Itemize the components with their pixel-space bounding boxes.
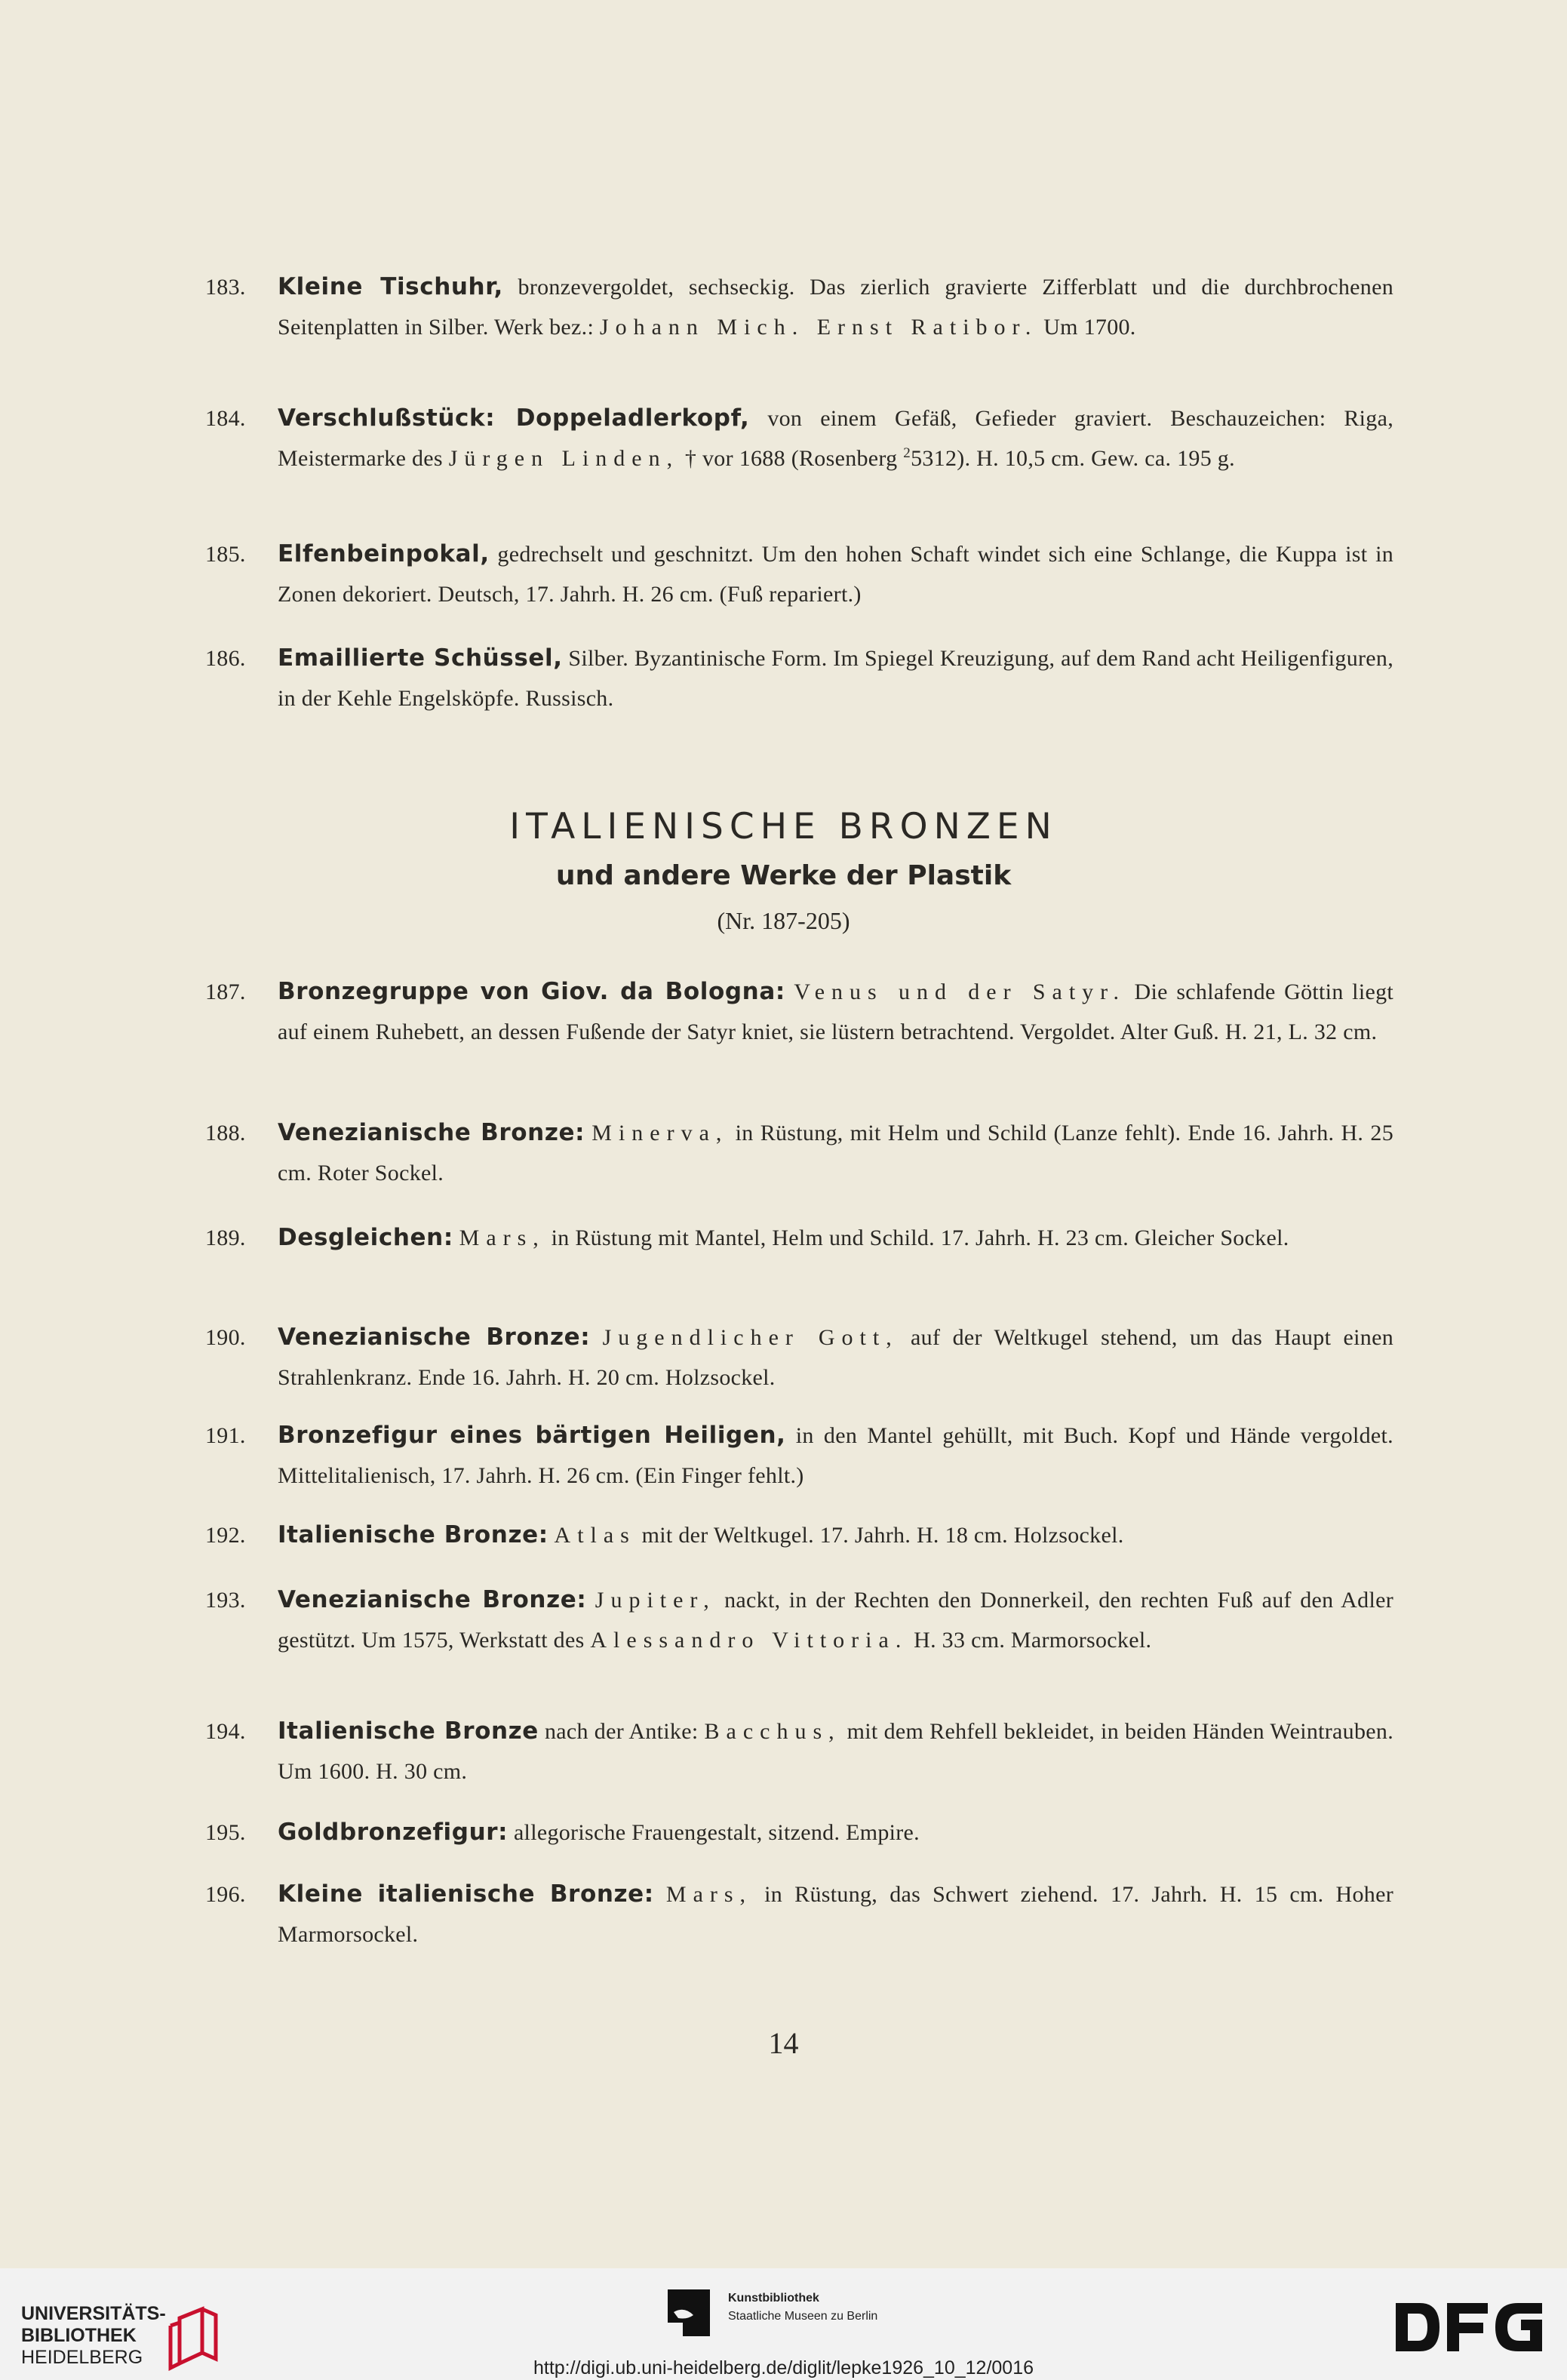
entry-spaced-name: Minerva, bbox=[591, 1121, 729, 1145]
entry-description bbox=[785, 979, 794, 1004]
entry-description: H. 33 cm. Marmorsockel. bbox=[908, 1628, 1152, 1653]
entry-description bbox=[654, 1882, 666, 1907]
entry-spaced-name: Johann Mich. Ernst Ratibor. bbox=[599, 315, 1038, 340]
entry-number: 186. bbox=[205, 646, 246, 671]
entry-spaced-name: Alessandro Vittoria. bbox=[590, 1628, 908, 1653]
entry-heading: Verschlußstück: Doppeladlerkopf, bbox=[278, 404, 750, 432]
entry-text bbox=[278, 972, 1393, 1052]
kunstbibliothek-logo[interactable] bbox=[668, 2285, 924, 2345]
entry-description: von einem Gefäß, Gefieder graviert. Beschauzeichen: Riga, Meistermarke des bbox=[278, 406, 1394, 471]
entry-number: 191. bbox=[205, 1423, 246, 1448]
dfg-logo-icon[interactable] bbox=[1394, 2297, 1545, 2357]
entry-heading: Desgleichen: bbox=[278, 1224, 453, 1251]
entry-spaced-name: Venus und der Satyr. bbox=[794, 979, 1126, 1004]
entry-number: 194. bbox=[205, 1719, 246, 1744]
entry-heading: Italienische Bronze bbox=[278, 1717, 539, 1745]
entry-heading: Italienische Bronze: bbox=[278, 1521, 548, 1548]
entry-description bbox=[590, 1325, 602, 1350]
entry-heading: Venezianische Bronze: bbox=[278, 1324, 591, 1351]
entry-number: 195. bbox=[205, 1820, 246, 1845]
catalog-entry-185 bbox=[205, 534, 1393, 614]
entry-description: mit dem Rehfell bekleidet, in beiden Händen Weintrauben. Um 1600. H. 30 cm. bbox=[278, 1719, 1393, 1784]
entry-description: mit der Weltkugel. 17. Jahrh. H. 18 cm. Holzsockel. bbox=[635, 1523, 1124, 1548]
entry-number: 183. bbox=[205, 275, 246, 300]
ub-logo-line-1: UNIVERSITÄTS- bbox=[21, 2303, 166, 2324]
entry-number: 185. bbox=[205, 542, 246, 567]
kb-logo-line-2: Staatliche Museen zu Berlin bbox=[728, 2310, 878, 2323]
section-subtitle: und andere Werke der Plastik bbox=[555, 860, 1012, 891]
entry-text bbox=[278, 1113, 1393, 1193]
entry-description: gedrechselt und geschnitzt. Um den hohen Schaft windet sich eine Schlange, die Kuppa ist in Zonen dekoriert. Deutsch, 17. Jahrh. H. 26 cm. (Fuß repariert.) bbox=[278, 542, 1393, 607]
entry-text bbox=[278, 1218, 1393, 1258]
entry-number: 196. bbox=[205, 1882, 246, 1907]
entry-spaced-name: Mars, bbox=[459, 1225, 545, 1250]
entry-heading: Kleine Tischuhr, bbox=[278, 273, 503, 300]
ub-logo-line-2: BIBLIOTHEK bbox=[21, 2325, 137, 2346]
section-range: (Nr. 187-205) bbox=[717, 907, 850, 934]
entry-text bbox=[278, 534, 1393, 614]
entry-text bbox=[278, 1515, 1393, 1555]
entry-description: in Rüstung, mit Helm und Schild (Lanze fehlt). Ende 16. Jahrh. H. 25 cm. Roter Sockel. bbox=[278, 1121, 1393, 1185]
entry-text bbox=[278, 1580, 1393, 1660]
entry-number: 187. bbox=[205, 979, 246, 1004]
entry-description: † vor 1688 (Rosenberg bbox=[679, 446, 904, 471]
entry-description: Um 1700. bbox=[1037, 315, 1136, 340]
entry-heading: Emaillierte Schüssel, bbox=[278, 644, 563, 672]
catalog-entry-183 bbox=[205, 267, 1393, 347]
entry-description: auf der Weltkugel stehend, um das Haupt einen Strahlenkranz. Ende 16. Jahrh. H. 20 cm. Holzsockel. bbox=[278, 1325, 1393, 1390]
entry-number: 184. bbox=[205, 406, 246, 431]
entry-text bbox=[278, 1416, 1393, 1496]
entry-description: bronzevergoldet, sechseckig. Das zierlich gravierte Zifferblatt und die durchbrochenen Seitenplatten in Silber. Werk bez.: bbox=[278, 275, 1393, 340]
catalog-entry-190 bbox=[205, 1318, 1393, 1398]
catalog-entry-186 bbox=[205, 638, 1393, 718]
footer-bar bbox=[0, 2268, 1567, 2380]
kunstbibliothek-mark-icon bbox=[668, 2289, 710, 2336]
kunstbibliothek-text bbox=[728, 2289, 877, 2326]
entry-description: Die schlafende Göttin liegt auf einem Ruhebett, an dessen Fußende der Satyr kniet, sie lüstern betrachtend. Vergoldet. Alter Guß. H. 21, L. 32 cm. bbox=[278, 979, 1393, 1044]
entry-description: Silber. Byzantinische Form. Im Spiegel Kreuzigung, auf dem Rand acht Heiligenfiguren, in der Kehle Engelsköpfe. Russisch. bbox=[278, 646, 1394, 711]
entry-text bbox=[278, 1874, 1393, 1954]
kb-logo-line-1: Kunstbibliothek bbox=[728, 2292, 819, 2305]
catalog-entry-192 bbox=[205, 1515, 1393, 1555]
catalog-entry-194 bbox=[205, 1711, 1393, 1791]
entry-heading: Goldbronzefigur: bbox=[278, 1819, 509, 1846]
entry-spaced-name: Jugendlicher Gott, bbox=[602, 1325, 899, 1350]
entry-description: nach der Antike: bbox=[538, 1719, 705, 1744]
entry-text bbox=[278, 1318, 1393, 1398]
catalog-entry-187 bbox=[205, 972, 1393, 1052]
entry-description: 5312). H. 10,5 cm. Gew. ca. 195 g. bbox=[911, 446, 1235, 471]
entry-description: allegorische Frauengestalt, sitzend. Empire. bbox=[508, 1820, 920, 1845]
entry-number: 188. bbox=[205, 1121, 246, 1145]
entry-superscript: 2 bbox=[903, 445, 911, 461]
catalog-entry-196 bbox=[205, 1874, 1393, 1954]
entry-description bbox=[586, 1588, 595, 1613]
catalog-entry-191 bbox=[205, 1416, 1393, 1496]
entry-text bbox=[278, 1813, 1393, 1853]
page-number: 14 bbox=[768, 2026, 799, 2060]
entry-number: 189. bbox=[205, 1225, 246, 1250]
catalog-entry-184 bbox=[205, 398, 1393, 478]
entry-description bbox=[548, 1523, 555, 1548]
entry-description: nackt, in der Rechten den Donnerkeil, den rechten Fuß auf den Adler gestützt. Um 1575, Werkstatt des bbox=[278, 1588, 1393, 1653]
entry-description: in den Mantel gehüllt, mit Buch. Kopf und Hände vergoldet. Mittelitalienisch, 17. Jahrh. H. 26 cm. (Ein Finger fehlt.) bbox=[278, 1423, 1393, 1488]
catalog-entry-188 bbox=[205, 1113, 1393, 1193]
entry-spaced-name: Atlas bbox=[554, 1523, 636, 1548]
entry-text bbox=[278, 1711, 1393, 1791]
entry-heading: Elfenbeinpokal, bbox=[278, 540, 490, 567]
entry-number: 192. bbox=[205, 1523, 246, 1548]
catalog-entry-189 bbox=[205, 1218, 1393, 1258]
entry-text bbox=[278, 638, 1393, 718]
entry-heading: Bronzegruppe von Giov. da Bologna: bbox=[278, 978, 785, 1005]
entry-text bbox=[278, 398, 1393, 478]
entry-spaced-name: Jürgen Linden, bbox=[448, 446, 680, 471]
entry-description bbox=[453, 1225, 459, 1250]
entry-heading: Venezianische Bronze: bbox=[278, 1119, 585, 1146]
entry-spaced-name: Mars, bbox=[665, 1882, 753, 1907]
ub-logo-line-3: HEIDELBERG bbox=[21, 2347, 143, 2368]
catalog-entry-193 bbox=[205, 1580, 1393, 1660]
entry-description bbox=[585, 1121, 591, 1145]
entry-heading: Venezianische Bronze: bbox=[278, 1586, 587, 1613]
source-url-link[interactable]: http://digi.ub.uni-heidelberg.de/diglit/lepke1926_10_12/0016 bbox=[533, 2357, 1034, 2378]
entry-number: 193. bbox=[205, 1588, 246, 1613]
entry-text bbox=[278, 267, 1393, 347]
entry-description: in Rüstung mit Mantel, Helm und Schild. 17. Jahrh. H. 23 cm. Gleicher Sockel. bbox=[545, 1225, 1289, 1250]
entry-spaced-name: Jupiter, bbox=[595, 1588, 716, 1613]
entry-spaced-name: Bacchus, bbox=[704, 1719, 841, 1744]
entry-number: 190. bbox=[205, 1325, 246, 1350]
section-title: ITALIENISCHE BRONZEN bbox=[509, 806, 1058, 847]
catalog-entry-195 bbox=[205, 1813, 1393, 1853]
entry-heading: Bronzefigur eines bärtigen Heiligen, bbox=[278, 1422, 786, 1449]
entry-heading: Kleine italienische Bronze: bbox=[278, 1880, 654, 1908]
entry-description: in Rüstung, das Schwert ziehend. 17. Jahrh. H. 15 cm. Hoher Marmorsockel. bbox=[278, 1882, 1393, 1947]
